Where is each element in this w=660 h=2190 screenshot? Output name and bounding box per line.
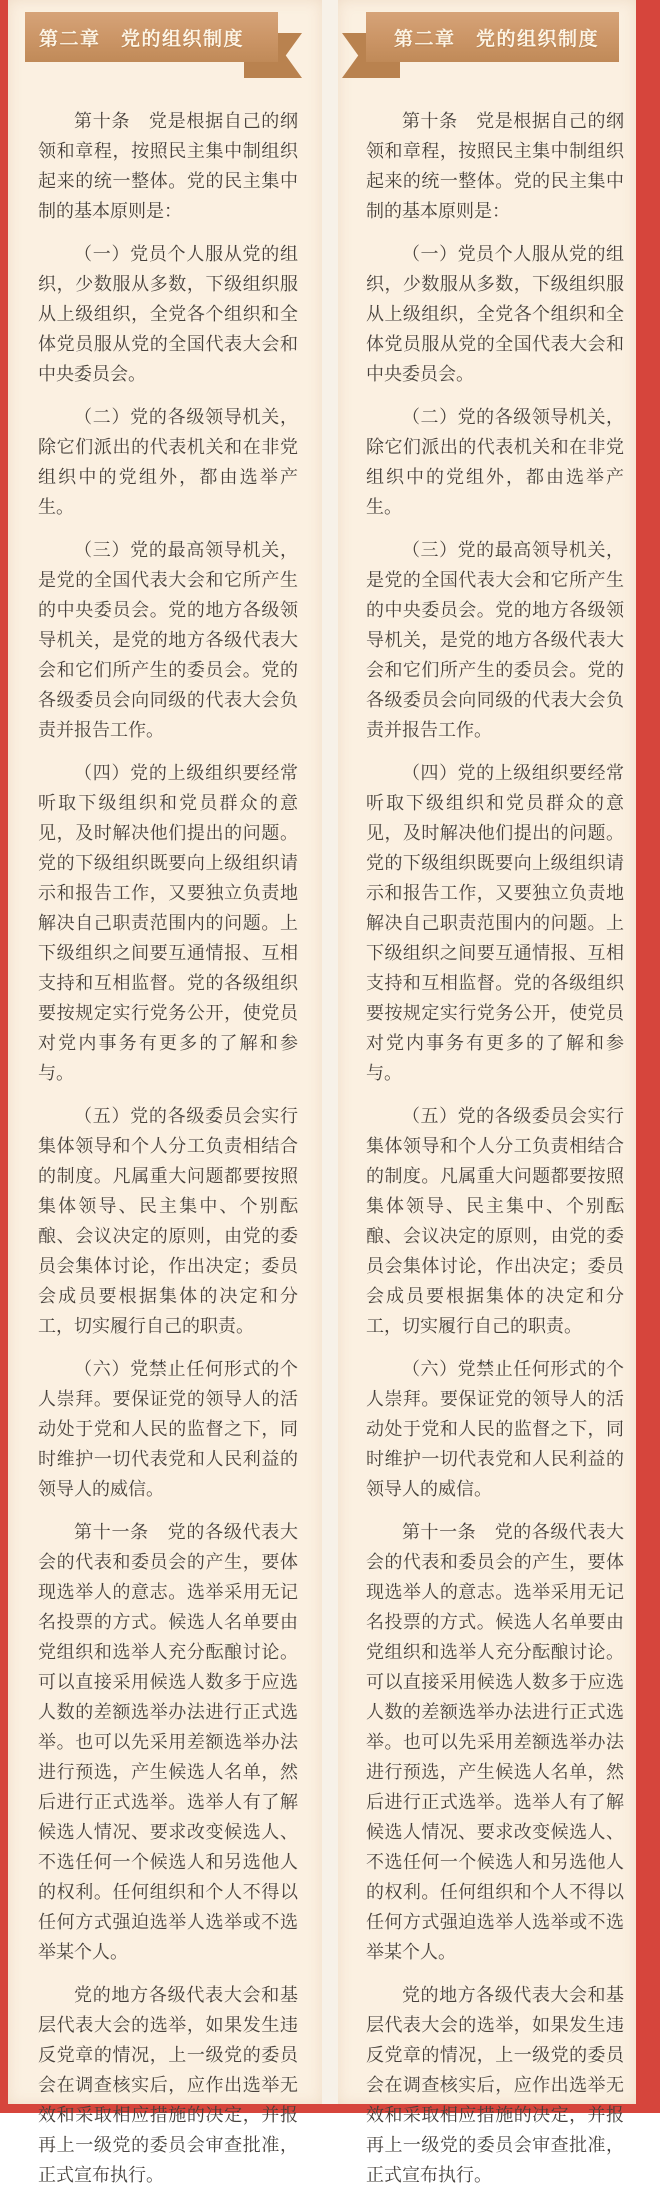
paragraph: （五）党的各级委员会实行集体领导和个人分工负责相结合的制度。凡属重大问题都要按照集体领导、民主集中、个别酝酿、会议决定的原则，由党的委员会集体讨论，作出决定；委员会成员要根据集体的决定和分工，切实履行自己的职责。: [366, 1106, 624, 1336]
constitution-card-right: [338, 0, 636, 2185]
chapter-ribbon: [8, 12, 322, 80]
paragraph: 第十一条 党的各级代表大会的代表和委员会的产生，要体现选举人的意志。选举采用无记名投票的方式。候选人名单要由党组织和选举人充分酝酿讨论。可以直接采用候选人数多于应选人数的差额选举办法进行正式选举。也可以先采用差额选举办法进行预选，产生候选人名单，然后进行正式选举。选举人有了解候选人情况、要求改变候选人、不选任何一个候选人和另选他人的权利。任何组织和个人不得以任何方式强迫选举人选举或不选举某个人。: [38, 1522, 298, 1962]
ribbon-band: [25, 12, 278, 62]
paragraph: 第十条 党是根据自己的纲领和章程，按照民主集中制组织起来的统一整体。党的民主集中制的基本原则是：: [366, 111, 624, 221]
paragraph: 第十条 党是根据自己的纲领和章程，按照民主集中制组织起来的统一整体。党的民主集中制的基本原则是：: [38, 111, 298, 221]
paragraph: （二）党的各级领导机关，除它们派出的代表机关和在非党组织中的党组外，都由选举产生。: [38, 407, 298, 517]
paragraph: （六）党禁止任何形式的个人崇拜。要保证党的领导人的活动处于党和人民的监督之下，同时维护一切代表党和人民利益的领导人的威信。: [366, 1359, 624, 1499]
paragraph: 党的地方各级代表大会和基层代表大会的选举，如果发生违反党章的情况，上一级党的委员会在调查核实后，应作出选举无效和采取相应措施的决定，并报再上一级党的委员会审查批准，正式宣布执行。: [366, 1985, 624, 2185]
paragraph: （三）党的最高领导机关，是党的全国代表大会和它所产生的中央委员会。党的地方各级领导机关，是党的地方各级代表大会和它们所产生的委员会。党的各级委员会向同级的代表大会负责并报告工作。: [38, 540, 298, 740]
paragraph: 党的地方各级代表大会和基层代表大会的选举，如果发生违反党章的情况，上一级党的委员会在调查核实后，应作出选举无效和采取相应措施的决定，并报再上一级党的委员会审查批准，正式宣布执行。: [38, 1985, 298, 2185]
article-body: [338, 80, 636, 2190]
article-body: [8, 80, 322, 2190]
paragraph: （四）党的上级组织要经常听取下级组织和党员群众的意见，及时解决他们提出的问题。党的下级组织既要向上级组织请示和报告工作，又要独立负责地解决自己职责范围内的问题。上下级组织之间要互通情报、互相支持和互相监督。党的各级组织要按规定实行党务公开，使党员对党内事务有更多的了解和参与。: [366, 763, 624, 1083]
ribbon-band: [366, 12, 619, 62]
chapter-ribbon: [338, 12, 636, 80]
paragraph: 第十一条 党的各级代表大会的代表和委员会的产生，要体现选举人的意志。选举采用无记名投票的方式。候选人名单要由党组织和选举人充分酝酿讨论。可以直接采用候选人数多于应选人数的差额选举办法进行正式选举。也可以先采用差额选举办法进行预选，产生候选人名单，然后进行正式选举。选举人有了解候选人情况、要求改变候选人、不选任何一个候选人和另选他人的权利。任何组织和个人不得以任何方式强迫选举人选举或不选举某个人。: [366, 1522, 624, 1962]
paragraph: （四）党的上级组织要经常听取下级组织和党员群众的意见，及时解决他们提出的问题。党的下级组织既要向上级组织请示和报告工作，又要独立负责地解决自己职责范围内的问题。上下级组织之间要互通情报、互相支持和互相监督。党的各级组织要按规定实行党务公开，使党员对党内事务有更多的了解和参与。: [38, 763, 298, 1083]
paragraph: （二）党的各级领导机关，除它们派出的代表机关和在非党组织中的党组外，都由选举产生。: [366, 407, 624, 517]
paragraph: （一）党员个人服从党的组织，少数服从多数，下级组织服从上级组织，全党各个组织和全体党员服从党的全国代表大会和中央委员会。: [366, 244, 624, 384]
paragraph: （三）党的最高领导机关，是党的全国代表大会和它所产生的中央委员会。党的地方各级领导机关，是党的地方各级代表大会和它们所产生的委员会。党的各级委员会向同级的代表大会负责并报告工作。: [366, 540, 624, 740]
constitution-card-left: [8, 0, 322, 2185]
paragraph: （六）党禁止任何形式的个人崇拜。要保证党的领导人的活动处于党和人民的监督之下，同时维护一切代表党和人民利益的领导人的威信。: [38, 1359, 298, 1499]
paragraph: （五）党的各级委员会实行集体领导和个人分工负责相结合的制度。凡属重大问题都要按照集体领导、民主集中、个别酝酿、会议决定的原则，由党的委员会集体讨论，作出决定；委员会成员要根据集体的决定和分工，切实履行自己的职责。: [38, 1106, 298, 1336]
chapter-title: 第二章 党的组织制度: [394, 28, 600, 50]
paragraph: （一）党员个人服从党的组织，少数服从多数，下级组织服从上级组织，全党各个组织和全体党员服从党的全国代表大会和中央委员会。: [38, 244, 298, 384]
content-area: [8, 0, 636, 2185]
chapter-title: 第二章 党的组织制度: [39, 28, 245, 50]
